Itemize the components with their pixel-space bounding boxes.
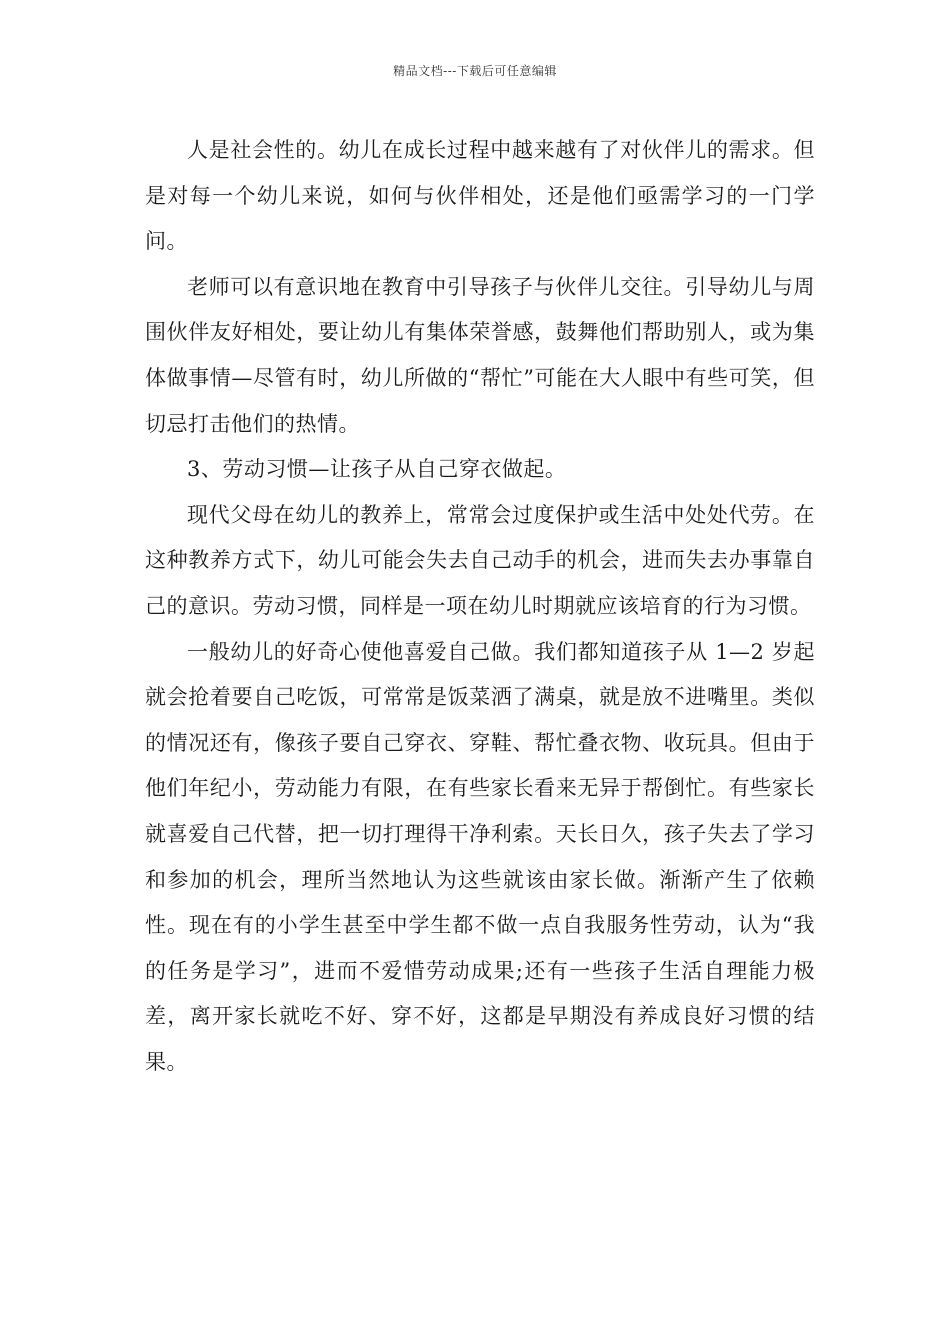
paragraph-4: 一般幼儿的好奇心使他喜爱自己做。我们都知道孩子从 1—2 岁起就会抢着要自己吃饭，可常常是饭菜洒了满桌，就是放不进嘴里。类似的情况还有，像孩子要自己穿衣、穿鞋、帮忙叠衣物、收玩具。但由于他们年纪小，劳动能力有限，在有些家长看来无异于帮倒忙。有些家长就喜爱自己代替，把一切打理得干净利索。天长日久，孩子失去了学习和参加的机会，理所当然地认为这些就该由家长做。渐渐产生了依赖性。现在有的小学生甚至中学生都不做一点自我服务性劳动，认为“我的任务是学习”，进而不爱惜劳动成果;还有一些孩子生活自理能力极差，离开家长就吃不好、穿不好，这都是早期没有养成良好习惯的结果。 bbox=[145, 639, 815, 1074]
paragraph-3: 现代父母在幼儿的教养上，常常会过度保护或生活中处处代劳。在这种教养方式下，幼儿可能会失去自己动手的机会，进而失去办事靠自己的意识。劳动习惯，同样是一项在幼儿时期就应该培育的行为习惯。 bbox=[145, 502, 815, 618]
paragraph-1: 人是社会性的。幼儿在成长过程中越来越有了对伙伴儿的需求。但是对每一个幼儿来说，如何与伙伴相处，还是他们亟需学习的一门学问。 bbox=[145, 138, 815, 254]
paragraph-2: 老师可以有意识地在教育中引导孩子与伙伴儿交往。引导幼儿与周围伙伴友好相处，要让幼儿有集体荣誉感，鼓舞他们帮助别人，或为集体做事情—尽管有时，幼儿所做的“帮忙”可能在大人眼中有些可笑，但切忌打击他们的热情。 bbox=[145, 274, 815, 436]
document-body bbox=[145, 128, 815, 1085]
page-header: 精品文档---下载后可任意编辑 bbox=[393, 64, 557, 78]
section-heading-labor-habits: 3、劳动习惯—让孩子从自己穿衣做起。 bbox=[187, 457, 567, 482]
